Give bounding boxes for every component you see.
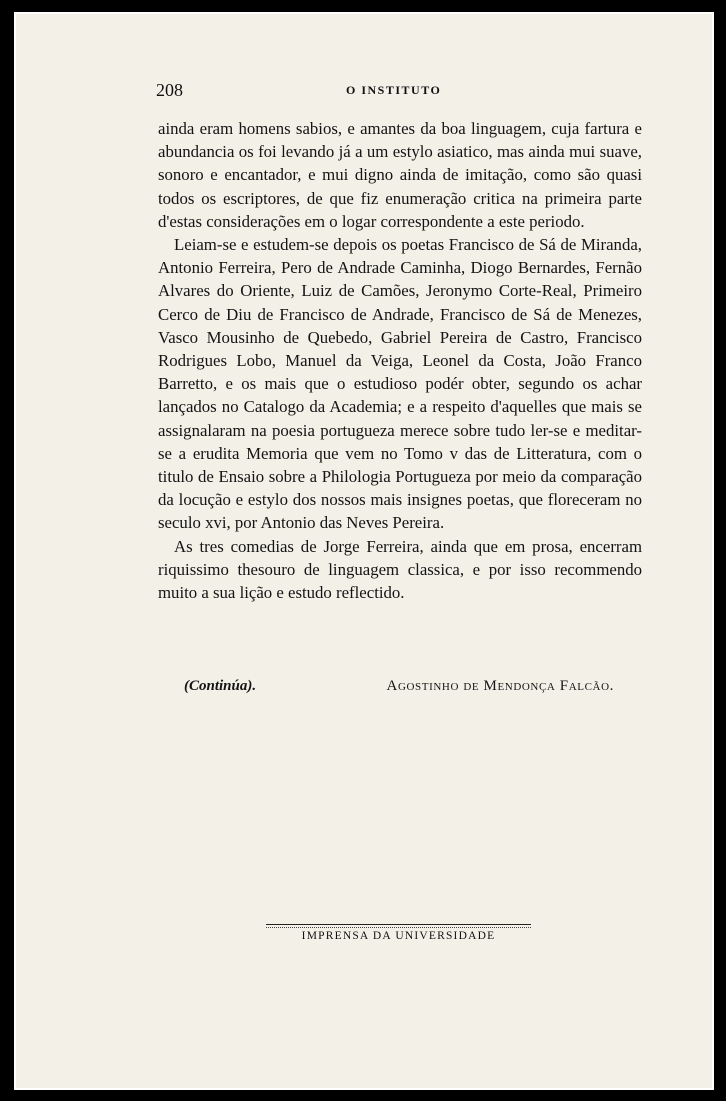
imprint: IMPRENSA DA UNIVERSIDADE <box>301 930 496 942</box>
footer-rule <box>266 924 531 925</box>
author-signature: Agostinho de Mendonça Falcão. <box>386 678 614 694</box>
paragraph-3: As tres comedias de Jorge Ferreira, ainda que em prosa, encerram riquissimo thesouro de linguagem classica, e por isso recommendo muito a sua lição e estudo reflectido. <box>158 536 642 603</box>
running-title: O INSTITUTO <box>346 83 442 97</box>
paragraph-1: ainda eram homens sabios, e amantes da boa linguagem, cuja fartura e abundancia os foi levando já a um estylo asiatico, mas ainda mui suave, sonoro e encantador, e mui digno ainda de imitação, como são quasi todos os escriptores, de que fiz enumeração critica na primeira parte d'estas considerações em o logar correspondente a este periodo. <box>158 119 642 231</box>
continua-note: (Continúa). <box>184 678 257 694</box>
page-number: 208 <box>156 80 183 100</box>
body-text <box>158 117 642 604</box>
book-page <box>14 12 714 1090</box>
page-header <box>156 80 646 104</box>
paragraph-2: Leiam-se e estudem-se depois os poetas Francisco de Sá de Miranda, Antonio Ferreira, Pero de Andrade Caminha, Diogo Bernardes, Fernão Alvares do Oriente, Luiz de Camões, Jeronymo Corte-Real, Primeiro Cerco de Diu de Francisco de Andrade, Francisco de Sá de Menezes, Vasco Mousinho de Quebedo, Gabriel Pereira de Castro, Francisco Rodrigues Lobo, Manuel da Veiga, Leonel da Costa, João Franco Barretto, e os mais que o estudioso podér obter, segundo os achar lançados no Catalogo da Academia; e a respeito d'aquelles que mais se assignalaram na poesia portugueza merece sobre tudo ler-se e meditar-se a erudita Memoria que vem no Tomo v das de Litteratura, com o titulo de Ensaio sobre a Philologia Portugueza por meio da comparação da locução e estylo dos nossos mais insignes poetas, que floreceram no seculo xvi, por Antonio das Neves Pereira. <box>158 235 642 533</box>
